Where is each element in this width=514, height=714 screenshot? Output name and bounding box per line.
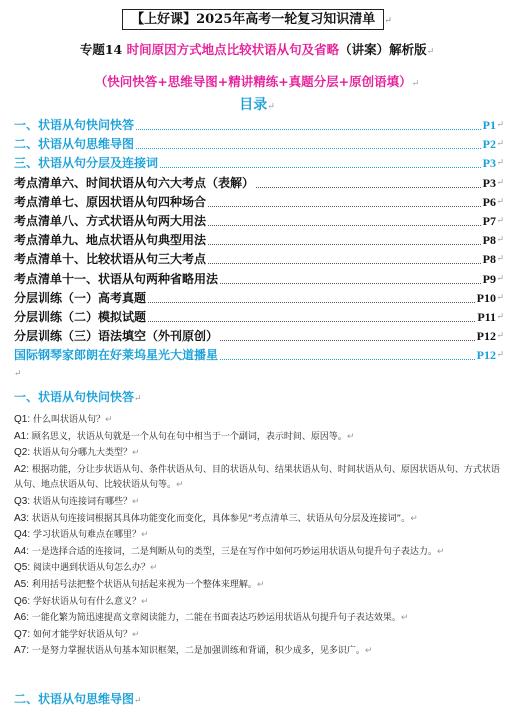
- toc-entry-page: P8: [482, 233, 496, 248]
- toc-entry[interactable]: [14, 135, 504, 154]
- paragraph-mark-icon: ↵: [496, 158, 504, 169]
- toc-entry-title: 国际钢琴家郎朗在好莱坞星光大道播星: [14, 348, 219, 363]
- qa-label: A1:: [14, 430, 30, 442]
- qa-label: Q7:: [14, 628, 31, 640]
- section-heading-mindmap: [14, 690, 142, 707]
- qa-text: 状语从句连接词有哪些？: [33, 496, 133, 507]
- paragraph-mark-icon: ↵: [256, 579, 265, 590]
- section-heading-qa: [14, 388, 142, 405]
- topic-subtitle: [0, 40, 514, 58]
- qa-text: 一能化繁为简迅速提高文章阅读能力，二能在书面表达巧妙运用状语从句提升句子表达效果。: [31, 613, 401, 624]
- toc-leader-dots: [148, 302, 475, 303]
- qa-list: [14, 412, 504, 660]
- qa-label: Q2:: [14, 447, 31, 459]
- table-of-contents: [14, 116, 504, 365]
- qa-label: A5:: [14, 578, 30, 590]
- topic-version: 解析版: [389, 42, 427, 57]
- paragraph-mark-icon: ↵: [141, 596, 149, 607]
- qa-label: A2:: [14, 463, 30, 475]
- paragraph-mark-icon: ↵: [496, 331, 504, 342]
- qa-text: 状语从句分哪九大类型？: [33, 448, 133, 459]
- toc-leader-dots: [136, 148, 481, 149]
- qa-label: A7:: [14, 645, 30, 657]
- paragraph-mark-icon: ↵: [176, 480, 184, 491]
- toc-entry-title: 分层训练（二）模拟试题: [14, 309, 147, 324]
- qa-text: 阅读中遇到状语从句怎么办？: [33, 563, 151, 574]
- qa-label: A4:: [14, 545, 30, 557]
- paragraph-mark-icon: ↵: [496, 311, 504, 322]
- toc-leader-dots: [220, 283, 481, 284]
- topic-number: 专题14: [79, 42, 123, 57]
- qa-label: Q4:: [14, 529, 31, 541]
- qa-label: A3:: [14, 512, 30, 524]
- toc-leader-dots: [136, 129, 481, 130]
- toc-entry[interactable]: [14, 327, 504, 346]
- paragraph-mark-icon: ↵: [141, 530, 149, 541]
- toc-entry[interactable]: [14, 193, 504, 212]
- toc-entry[interactable]: [14, 250, 504, 269]
- toc-entry-title: 考点清单十一、状语从句两种省略用法: [14, 271, 219, 286]
- toc-leader-dots: [256, 187, 481, 188]
- toc-leader-dots: [220, 359, 475, 360]
- answer-item: [14, 643, 504, 660]
- paragraph-mark-icon: ↵: [150, 563, 158, 574]
- toc-entry-page: P6: [482, 194, 496, 209]
- toc-heading-text: 目录: [239, 97, 268, 113]
- qa-text: 什么叫状语从句？: [33, 415, 106, 425]
- paragraph-mark-icon: ↵: [496, 120, 504, 130]
- paragraph-mark-icon: ↵: [14, 369, 22, 379]
- topic-name: 时间原因方式地点比较状语从句及省略: [126, 42, 340, 57]
- toc-entry-page: P1: [482, 118, 496, 132]
- toc-entry-title: 考点清单六、时间状语从句六大考点（表解）: [14, 175, 255, 190]
- paragraph-mark-icon: ↵: [496, 273, 504, 284]
- toc-entry[interactable]: [14, 116, 504, 135]
- answer-item: [14, 511, 504, 528]
- answer-item: [14, 429, 504, 446]
- paragraph-mark-icon: ↵: [384, 16, 392, 26]
- toc-entry[interactable]: [14, 212, 504, 231]
- qa-label: A6:: [14, 612, 30, 624]
- paragraph-mark-icon: ↵: [496, 292, 504, 303]
- document-title: 【上好课】2025年高考一轮复习知识清单: [122, 9, 384, 30]
- question-item: [14, 594, 504, 611]
- qa-text: 一是选择合适的连接词，二是判断从句的类型，三是在写作中如何巧妙运用状语从句提升句子表达力。: [31, 546, 437, 557]
- toc-leader-dots: [208, 263, 481, 264]
- toc-entry-title: 考点清单八、方式状语从句两大用法: [14, 213, 207, 228]
- paragraph-mark-icon: ↵: [132, 629, 140, 640]
- qa-text: 利用括号法把整个状语从句括起来视为一个整体来理解。: [31, 579, 257, 590]
- qa-text: 状语从句连接词根据其具体功能变化而变化，具体参见“考点清单三、状语从句分层及连接词”。: [31, 513, 411, 524]
- toc-entry-page: P9: [482, 271, 496, 286]
- toc-entry[interactable]: [14, 270, 504, 289]
- paragraph-mark-icon: ↵: [496, 235, 504, 246]
- toc-entry-page: P10: [476, 290, 496, 305]
- toc-entry-page: P7: [482, 213, 496, 228]
- paragraph-mark-icon: ↵: [132, 496, 140, 507]
- qa-label: Q3:: [14, 495, 31, 507]
- toc-heading: [0, 94, 514, 114]
- toc-entry-title: 考点清单九、地点状语从句典型用法: [14, 233, 207, 248]
- paragraph-mark-icon: ↵: [134, 696, 142, 706]
- section-heading-text: 二、状语从句思维导图: [14, 692, 135, 706]
- question-item: [14, 412, 504, 429]
- topic-type: （讲案）: [339, 42, 390, 57]
- tagline-text: （快问快答+思维导图+精讲精练+真题分层+原创语填）: [94, 74, 412, 89]
- toc-entry-title: 一、状语从句快问快答: [14, 118, 135, 132]
- toc-entry[interactable]: [14, 289, 504, 308]
- tagline: [0, 72, 514, 90]
- toc-entry-page: P2: [482, 137, 496, 152]
- qa-label: Q6:: [14, 595, 31, 607]
- toc-entry[interactable]: [14, 154, 504, 173]
- qa-label: Q1:: [14, 414, 31, 425]
- paragraph-mark-icon: ↵: [267, 102, 275, 112]
- qa-text: 学习状语从句难点在哪里？: [33, 530, 142, 541]
- paragraph-mark-icon: ↵: [364, 646, 373, 657]
- paragraph-mark-icon: ↵: [105, 415, 113, 425]
- answer-item: [14, 610, 504, 627]
- toc-entry[interactable]: [14, 308, 504, 327]
- toc-entry-title: 考点清单十、比较状语从句三大考点: [14, 252, 207, 267]
- paragraph-mark-icon: ↵: [410, 513, 418, 524]
- qa-text: 顾名思义，状语从句就是一个从句在句中相当于一个副词，表示时间、原因等。: [31, 431, 347, 442]
- paragraph-mark-icon: ↵: [496, 139, 504, 150]
- paragraph-mark-icon: ↵: [436, 546, 445, 557]
- paragraph-mark-icon: ↵: [496, 196, 504, 207]
- toc-entry-page: P3: [482, 156, 496, 171]
- qa-text: 学好状语从句有什么意义？: [33, 596, 142, 607]
- toc-entry-page: P11: [477, 309, 496, 324]
- paragraph-mark-icon: ↵: [496, 215, 504, 226]
- toc-leader-dots: [208, 225, 481, 226]
- paragraph-mark-icon: ↵: [411, 79, 420, 89]
- question-item: [14, 445, 504, 462]
- toc-leader-dots: [208, 206, 481, 207]
- answer-item: [14, 462, 504, 494]
- question-item: [14, 494, 504, 511]
- section-heading-text: 一、状语从句快问快答: [14, 390, 135, 404]
- paragraph-mark-icon: ↵: [496, 254, 504, 265]
- toc-entry-title: 考点清单七、原因状语从句四种场合: [14, 194, 207, 209]
- paragraph-mark-icon: ↵: [132, 448, 140, 459]
- toc-entry-page: P8: [482, 252, 496, 267]
- toc-entry-page: P12: [476, 329, 496, 344]
- question-item: [14, 527, 504, 544]
- answer-item: [14, 544, 504, 561]
- toc-entry[interactable]: [14, 174, 504, 193]
- paragraph-mark-icon: ↵: [496, 350, 504, 361]
- answer-item: [14, 577, 504, 594]
- question-item: [14, 627, 504, 644]
- toc-entry-page: P3: [482, 175, 496, 190]
- toc-leader-dots: [160, 167, 481, 168]
- paragraph-mark-icon: ↵: [400, 613, 409, 624]
- qa-text: 根据功能，分让步状语从句、条件状语从句、目的状语从句、结果状语从句、时间状语从句、原因状语从句、方式状语从句、地点状语从句、比较状语从句等。: [14, 464, 500, 491]
- paragraph-mark-icon: ↵: [134, 394, 142, 404]
- toc-entry[interactable]: [14, 231, 504, 250]
- qa-text: 一是努力掌握状语从句基本知识框架，二是加强训练和背诵，积少成多，见多识广。: [31, 646, 365, 657]
- toc-leader-dots: [148, 321, 475, 322]
- paragraph-mark-icon: ↵: [496, 177, 504, 188]
- toc-entry-title: 二、状语从句思维导图: [14, 137, 135, 152]
- qa-label: Q5:: [14, 562, 31, 574]
- toc-entry-title: 三、状语从句分层及连接词: [14, 156, 159, 171]
- paragraph-mark-icon: ↵: [426, 47, 435, 57]
- toc-entry[interactable]: [14, 346, 504, 365]
- toc-leader-dots: [208, 244, 481, 245]
- paragraph-mark-icon: ↵: [346, 431, 355, 442]
- qa-text: 如何才能学好状语从句？: [33, 629, 133, 640]
- toc-entry-title: 分层训练（三）语法填空（外刊原创）: [14, 329, 219, 344]
- question-item: [14, 560, 504, 577]
- document-header: [0, 8, 514, 30]
- toc-entry-page: P12: [476, 348, 496, 363]
- toc-entry-title: 分层训练（一）高考真题: [14, 290, 147, 305]
- toc-leader-dots: [220, 340, 475, 341]
